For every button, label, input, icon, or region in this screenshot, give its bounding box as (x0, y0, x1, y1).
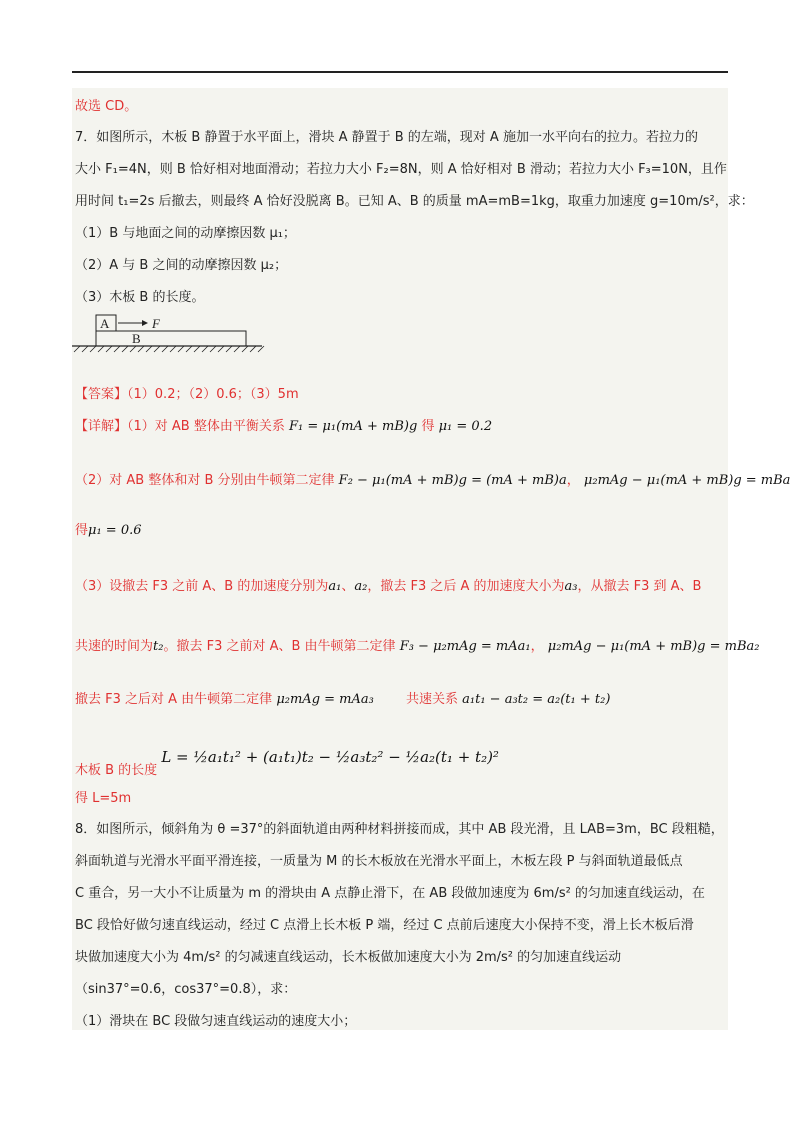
result-mu1: μ₁ = 0.2 (438, 419, 493, 434)
q8-line5: 块做加速度大小为 4m/s² 的匀减速直线运动，长木板做加速度大小为 2m/s² 的匀加速直线运动 (75, 950, 622, 965)
detail-p2-text: （2）对 AB 整体和对 B 分别由牛顿第二定律 (75, 473, 335, 488)
detail-line7 (75, 748, 499, 782)
q8-line6: （sin37°=0.6，cos37°=0.8），求： (75, 982, 297, 997)
detail-line8: 得 L=5m (75, 791, 132, 806)
detail-line6 (75, 689, 610, 711)
separator: ， (566, 473, 580, 488)
q7-line2: 大小 F₁=4N，则 B 恰好相对地面滑动；若拉力大小 F₂=8N，则 A 恰好相对 B 滑动；若拉力大小 F₃=10N，且作 (75, 162, 727, 177)
detail-p2-de: 得 (75, 523, 89, 538)
q7-line1: 7．如图所示，木板 B 静置于水平面上，滑块 A 静置于 B 的左端，现对 A 施加一水平向右的拉力。若拉力的 (75, 130, 698, 145)
equation-f3: F₃ − μ₂mAg = mAa₁ (399, 639, 531, 654)
detail-p5-text-b: 共速关系 (406, 692, 459, 707)
figure-label-a: A (100, 316, 110, 331)
answer-text: （1）0.2；（2）0.6；（3）5m (127, 387, 299, 402)
detail-p5-text-a: 撤去 F3 之后对 A 由牛顿第二定律 (75, 692, 273, 707)
detail-line1 (75, 416, 492, 438)
equation-length: L = ½a₁t₁² + (a₁t₁)t₂ − ½a₃t₂² − ½a₂(t₁ + t₂)² (161, 748, 499, 766)
equation-b-accel: μ₂mAg − μ₁(mA + mB)g = mBa₂ (547, 639, 760, 654)
q8-line4: BC 段恰好做匀速直线运动，经过 C 点滑上长木板 P 端，经过 C 点前后速度大小保持不变，滑上长木板后滑 (75, 918, 694, 933)
header-rule (72, 71, 728, 73)
detail-tag: 【详解】 (75, 419, 128, 434)
equation-common-speed: a₁t₁ − a₃t₂ = a₂(t₁ + t₂) (462, 692, 611, 707)
q7-sub2: （2）A 与 B 之间的动摩擦因数 μ₂； (75, 258, 288, 273)
figure-label-b: B (132, 331, 141, 346)
answer-tag: 【答案】 (75, 387, 128, 402)
separator-2: ， (530, 639, 544, 654)
q7-sub1: （1）B 与地面之间的动摩擦因数 μ₁； (75, 226, 296, 241)
detail-p1-text: （1）对 AB 整体由平衡关系 (127, 419, 285, 434)
q7-figure (72, 310, 272, 355)
detail-p6-text: 木板 B 的长度 (75, 763, 158, 778)
equation-f1: F₁ = μ₁(mA + mB)g (289, 419, 418, 434)
detail-p3-text-c: ，从撤去 F3 到 A、B (577, 579, 702, 594)
q8-sub1: （1）滑块在 BC 段做匀速直线运动的速度大小； (75, 1014, 357, 1029)
symbol-t2: t₂ (153, 639, 164, 654)
q7-line3: 用时间 t₁=2s 后撤去，则最终 A 恰好没脱离 B。已知 A、B 的质量 mA=mB=1kg，取重力加速度 g=10m/s²，求： (75, 194, 754, 209)
q8-line1: 8．如图所示，倾斜角为 θ =37°的斜面轨道由两种材料拼接而成，其中 AB 段光滑，且 LAB=3m，BC 段粗糙， (75, 822, 724, 837)
detail-p4-text-b: 。撤去 F3 之前对 A、B 由牛顿第二定律 (163, 639, 396, 654)
result-mu1-b: μ₁ = 0.6 (88, 523, 142, 538)
detail-p1-de: 得 (421, 419, 435, 434)
detail-line3 (75, 520, 142, 542)
q7-sub3: （3）木板 B 的长度。 (75, 290, 205, 305)
separator-dun: 、 (341, 579, 355, 594)
answer-line (75, 384, 299, 406)
equation-a-after: μ₂mAg = mAa₃ (276, 692, 374, 707)
detail-p4-text-a: 共速的时间为 (75, 639, 154, 654)
detail-line4 (75, 576, 701, 598)
q8-line2: 斜面轨道与光滑水平面平滑连接，一质量为 M 的长木板放在光滑水平面上，木板左段 P 与斜面轨道最低点 (75, 854, 683, 869)
q8-line3: C 重合，另一大小不让质量为 m 的滑块由 A 点静止滑下，在 AB 段做加速度为 6m/s² 的匀加速直线运动，在 (75, 886, 705, 901)
conclusion-line: 故选 CD。 (75, 99, 138, 114)
equation-b: μ₂mAg − μ₁(mA + mB)g = mBa (583, 473, 791, 488)
figure-label-f: F (152, 316, 160, 331)
detail-line5 (75, 636, 760, 658)
detail-p3-text-b: ，撤去 F3 之后 A 的加速度大小为 (367, 579, 565, 594)
symbol-a2: a₂ (354, 579, 368, 594)
equation-f2-whole: F₂ − μ₁(mA + mB)g = (mA + mB)a (338, 473, 567, 488)
symbol-a1: a₁ (328, 579, 342, 594)
symbol-a3: a₃ (564, 579, 578, 594)
detail-p3-text-a: （3）设撤去 F3 之前 A、B 的加速度分别为 (75, 579, 329, 594)
detail-line2 (75, 470, 790, 492)
